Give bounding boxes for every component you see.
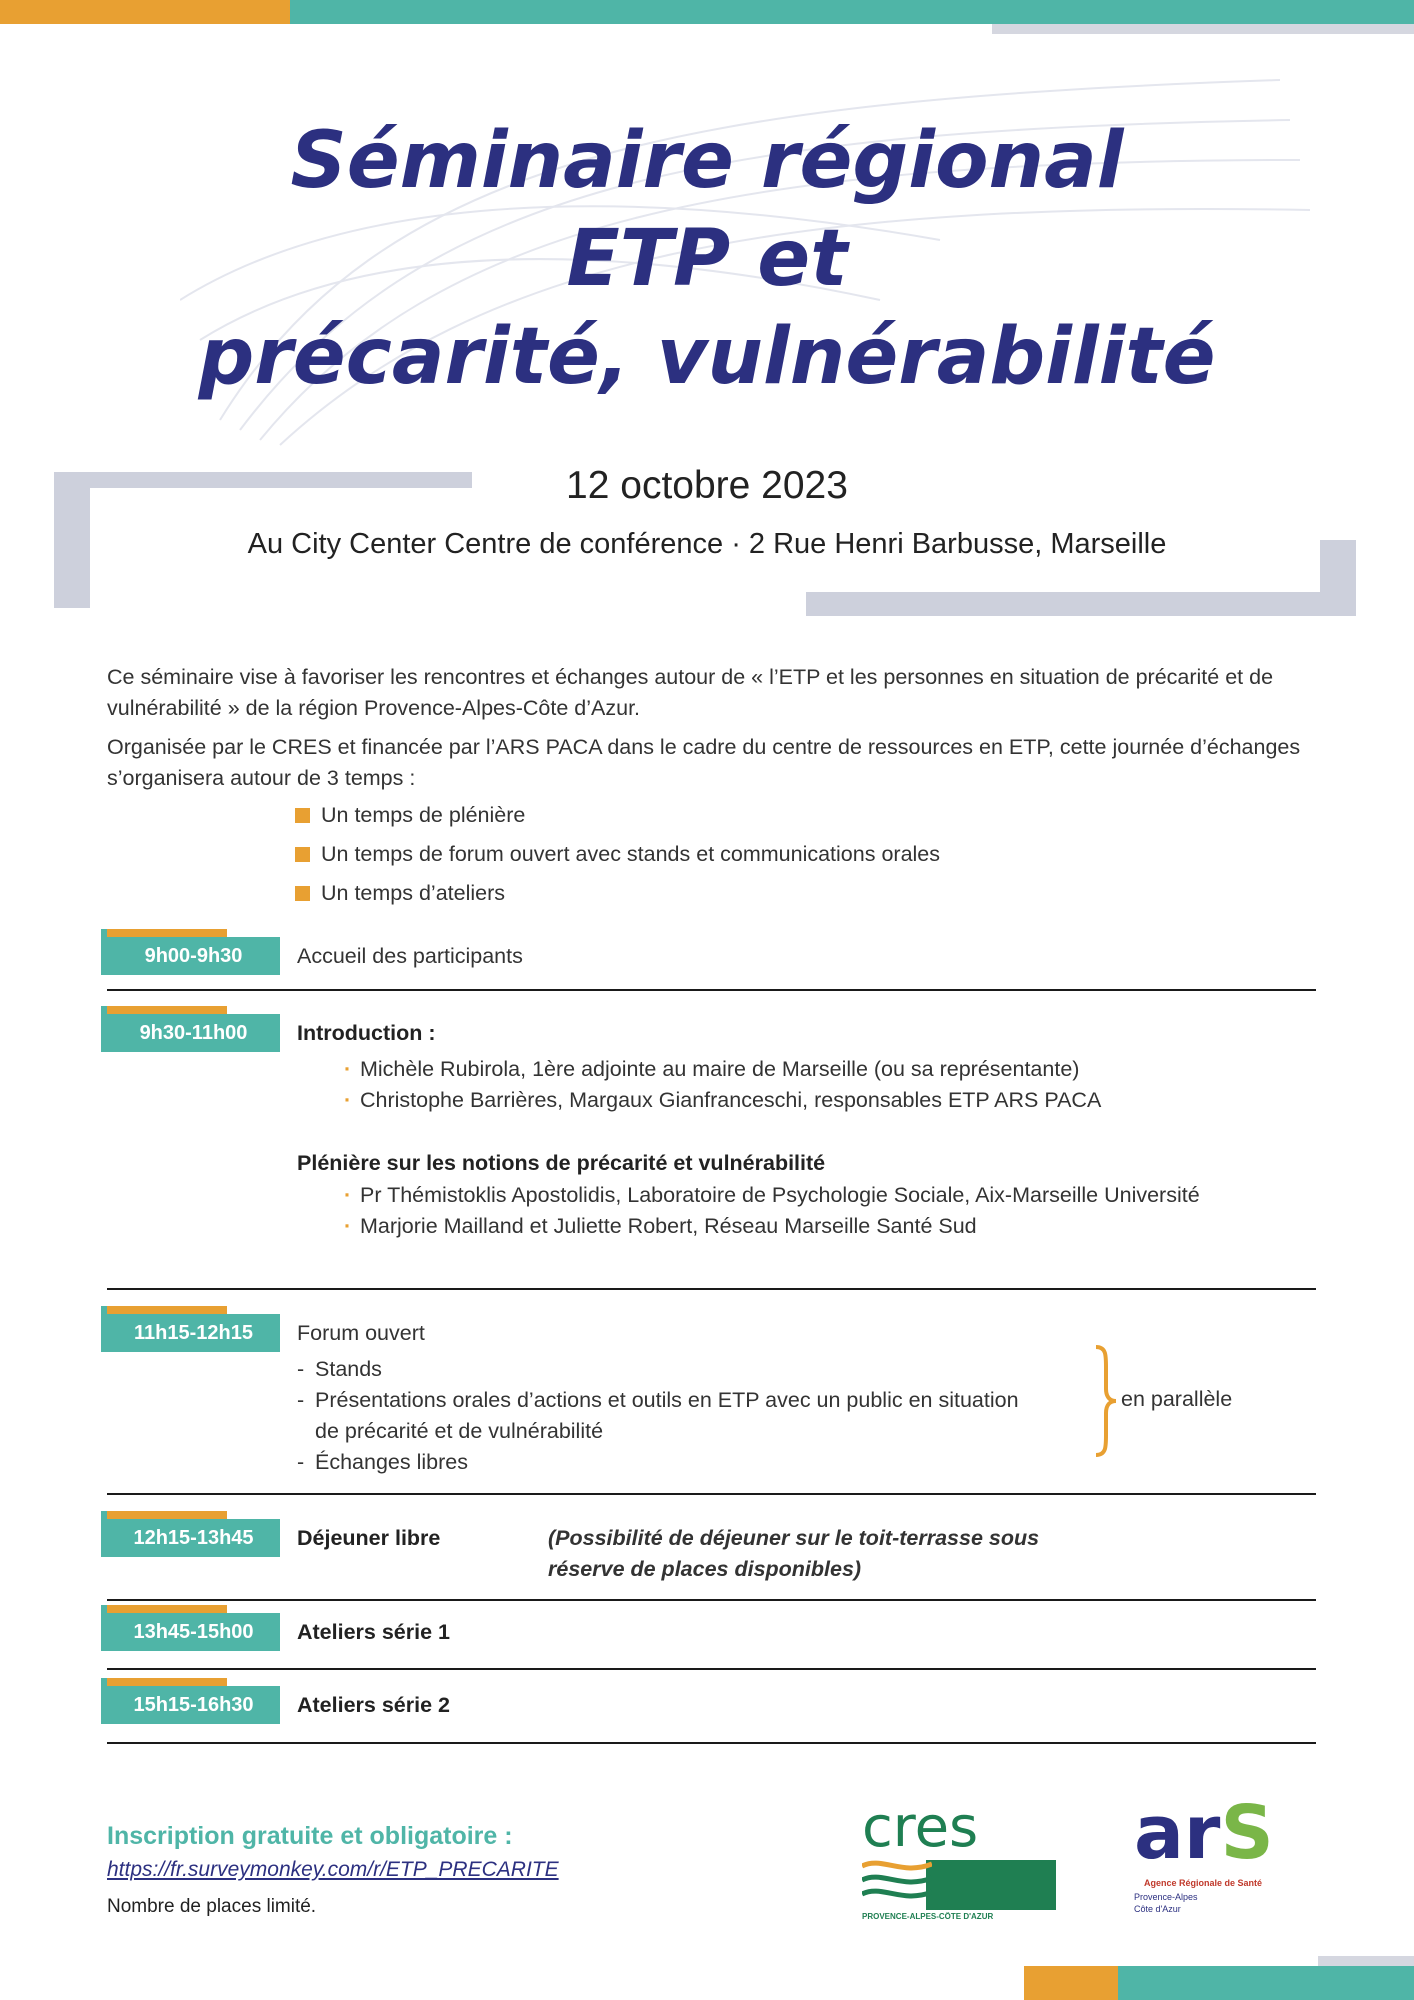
page-title: [0, 112, 1414, 406]
time-badge-forum: 11h15-12h15: [107, 1314, 280, 1352]
divider: [107, 1599, 1316, 1601]
divider: [107, 1493, 1316, 1495]
bottom-grey-bar: [1318, 1956, 1414, 1966]
cres-logo: [862, 1795, 1058, 1926]
dejeuner-label: Déjeuner libre: [297, 1526, 441, 1550]
ars-caption-2: Provence-Alpes: [1134, 1892, 1198, 1902]
frame-bottom-right: [806, 592, 1356, 616]
divider: [107, 1668, 1316, 1670]
pleniere-heading: Plénière sur les notions de précarité et vulnérabilité: [297, 1151, 826, 1175]
introduction-speakers: [344, 1054, 1314, 1116]
ars-caption-1: Agence Régionale de Santé: [1144, 1878, 1263, 1888]
event-venue: Au City Center Centre de conférence · 2 Rue Henri Barbusse, Marseille: [247, 528, 1167, 560]
time-badge-ateliers-2: 15h15-16h30: [107, 1686, 280, 1724]
cres-logo-green-block: [926, 1860, 1056, 1910]
ars-caption-3: Côte d'Azur: [1134, 1904, 1181, 1914]
divider: [107, 1742, 1316, 1744]
time-badge-introduction: 9h30-11h00: [107, 1014, 280, 1052]
top-teal-bar: [290, 0, 1414, 24]
parallel-note: en parallèle: [1121, 1387, 1233, 1411]
event-date: 12 octobre 2023: [566, 464, 848, 507]
intro-text: [107, 662, 1317, 802]
forum-heading: Forum ouvert: [297, 1321, 425, 1345]
time-badge-dejeuner: 12h15-13h45: [107, 1519, 280, 1557]
introduction-heading: Introduction :: [297, 1021, 436, 1045]
title-line-1: Séminaire régional: [290, 116, 1124, 206]
bullet-square-icon: [295, 886, 310, 901]
forum-items: [297, 1354, 1057, 1478]
divider: [107, 1288, 1316, 1290]
pleniere-speakers: [344, 1180, 1314, 1242]
bottom-orange-bar: [1024, 1966, 1118, 2000]
signup-title: Inscription gratuite et obligatoire :: [107, 1822, 513, 1850]
list-item: Un temps d’ateliers: [295, 874, 940, 913]
list-item: · Christophe Barrières, Margaux Gianfranceschi, responsables ETP ARS PACA: [344, 1085, 1314, 1116]
list-item: Un temps de forum ouvert avec stands et communications orales: [295, 835, 940, 874]
time-badge-ateliers-1: 13h45-15h00: [107, 1613, 280, 1651]
ateliers-1-label: Ateliers série 1: [297, 1620, 450, 1644]
places-limited: Nombre de places limité.: [107, 1896, 317, 1917]
bottom-teal-bar: [1118, 1966, 1414, 2000]
ars-logo: [1134, 1790, 1334, 1930]
list-item: Un temps de plénière: [295, 796, 940, 835]
list-item: · Pr Thémistoklis Apostolidis, Laboratoire de Psychologie Sociale, Aix-Marseille Université: [344, 1180, 1314, 1211]
dejeuner-note: (Possibilité de déjeuner sur le toit-terrasse sous réserve de places disponibles): [548, 1526, 1040, 1581]
list-item: · Michèle Rubirola, 1ère adjointe au maire de Marseille (ou sa représentante): [344, 1054, 1314, 1085]
cres-logo-wordmark: cres: [862, 1795, 979, 1860]
list-item: - Présentations orales d’actions et outils en ETP avec un public en situation de précarité et de vulnérabilité: [297, 1385, 1057, 1447]
ars-logo-wordmark: ar: [1134, 1790, 1221, 1876]
bullet-square-icon: [295, 847, 310, 862]
intro-bullets: [295, 796, 940, 913]
list-item: - Stands: [297, 1354, 1057, 1385]
intro-paragraph-2: Organisée par le CRES et financée par l’ARS PACA dans le cadre du centre de ressources en ETP, cette journée d’échanges s’organisera autour de 3 temps :: [107, 735, 1301, 790]
list-item: - Échanges libres: [297, 1447, 1057, 1478]
top-grey-bar: [992, 24, 1414, 34]
ateliers-2-label: Ateliers série 2: [297, 1693, 450, 1717]
cres-logo-caption: PROVENCE-ALPES-CÔTE D'AZUR: [862, 1912, 994, 1921]
top-orange-bar: [0, 0, 290, 24]
title-line-2: ETP et: [566, 214, 848, 304]
cres-wave-icon: [862, 1856, 932, 1912]
divider: [107, 989, 1316, 991]
accueil-label: Accueil des participants: [297, 944, 523, 968]
signup-link[interactable]: https://fr.surveymonkey.com/r/ETP_PRECARITE: [107, 1858, 559, 1881]
curly-brace-icon: [1090, 1345, 1120, 1457]
intro-paragraph-1: Ce séminaire vise à favoriser les rencontres et échanges autour de « l’ETP et les personnes en situation de précarité et de vulnérabilité » de la région Provence-Alpes-Côte d’Azur.: [107, 665, 1274, 720]
time-badge-accueil: 9h00-9h30: [107, 937, 280, 975]
list-item: · Marjorie Mailland et Juliette Robert, Réseau Marseille Santé Sud: [344, 1211, 1314, 1242]
bullet-square-icon: [295, 808, 310, 823]
title-line-3: précarité, vulnérabilité: [198, 312, 1216, 402]
ars-logo-s: S: [1220, 1790, 1274, 1876]
